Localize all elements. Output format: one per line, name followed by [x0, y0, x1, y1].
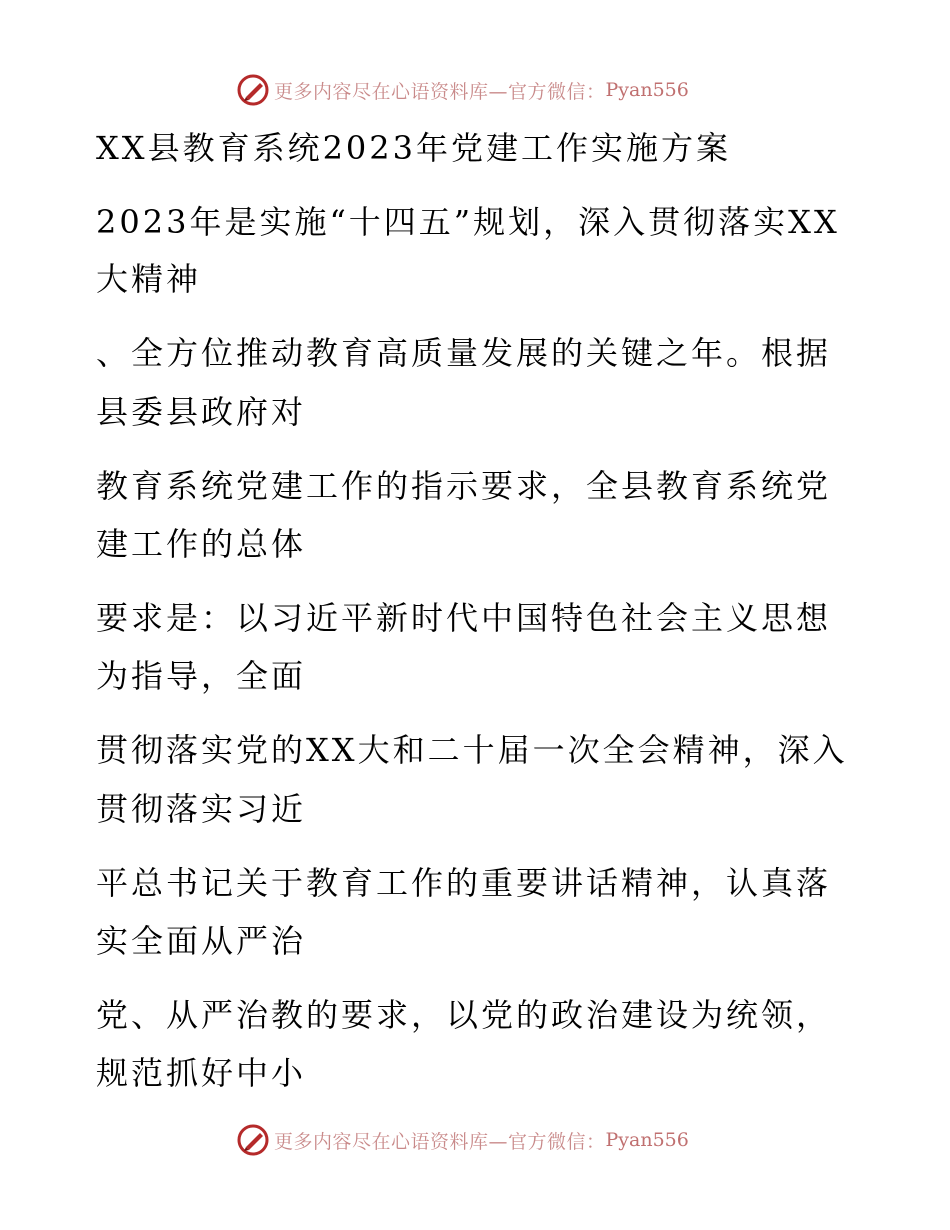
- paragraph-line: 平总书记关于教育工作的重要讲话精神，认真落: [96, 864, 832, 902]
- header-watermark: [236, 72, 716, 108]
- paragraph-line: 为指导，全面: [96, 657, 307, 695]
- footer-watermark: [236, 1122, 716, 1158]
- paragraph-line: 贯彻落实习近: [96, 790, 307, 828]
- paragraph-line: 大精神: [96, 260, 202, 298]
- pen-logo-icon: [236, 1123, 270, 1157]
- paragraph-line: 、全方位推动教育高质量发展的关键之年。根据: [96, 334, 832, 372]
- document-title: XX县教育系统2023年党建工作实施方案: [96, 129, 732, 167]
- paragraph-line: 实全面从严治: [96, 922, 307, 960]
- paragraph-line: 2023年是实施“十四五”规划，深入贯彻落实XX: [96, 203, 840, 241]
- paragraph-line: 建工作的总体: [96, 525, 307, 563]
- watermark-wechat-id: Pyan556: [605, 1129, 689, 1151]
- paragraph-line: 县委县政府对: [96, 393, 307, 431]
- watermark-wechat-id: Pyan556: [605, 79, 689, 101]
- watermark-text: 更多内容尽在心语资料库—官方微信：: [274, 80, 606, 103]
- paragraph-line: 贯彻落实党的XX大和二十届一次全会精神，深入: [96, 731, 848, 769]
- paragraph-line: 规范抓好中小: [96, 1054, 307, 1092]
- paragraph-line: 要求是：以习近平新时代中国特色社会主义思想: [96, 599, 832, 637]
- watermark-text: 更多内容尽在心语资料库—官方微信：: [274, 1130, 606, 1153]
- paragraph-line: 教育系统党建工作的指示要求，全县教育系统党: [96, 467, 832, 505]
- pen-logo-icon: [236, 73, 270, 107]
- paragraph-line: 党、从严治教的要求，以党的政治建设为统领，: [96, 996, 832, 1034]
